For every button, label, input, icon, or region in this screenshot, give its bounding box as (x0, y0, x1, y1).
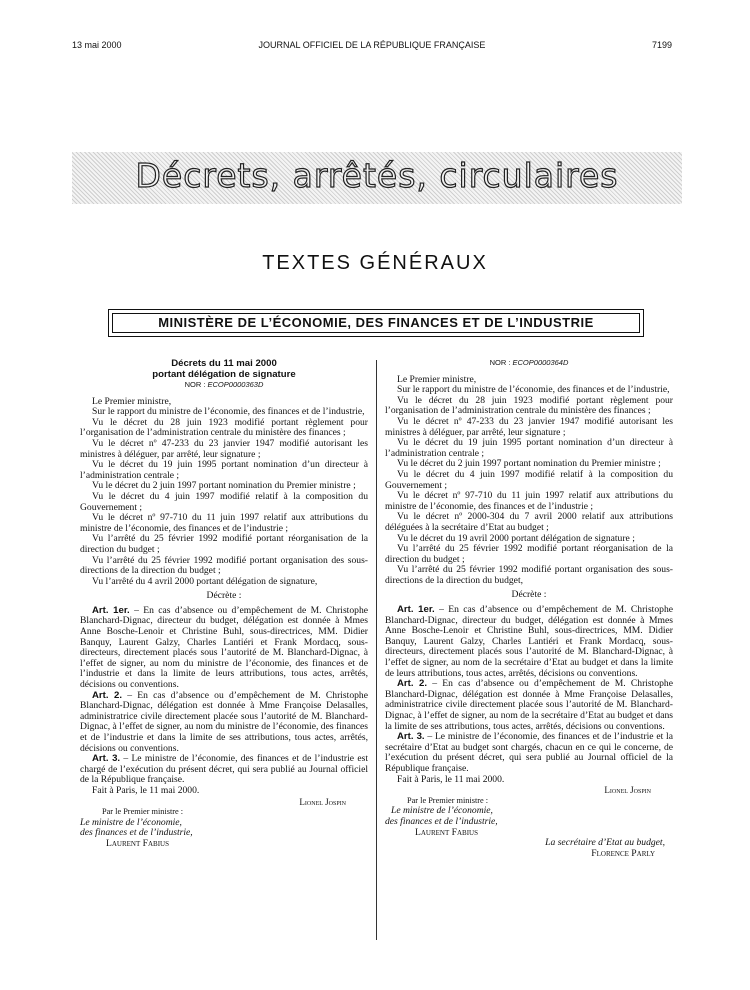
paragraph: Vu le décret nº 47-233 du 23 janvier 1947 modifié autorisant les ministres à déléguer, par arrêté, leur signature ; (80, 437, 368, 460)
article-label: Art. 3. (397, 731, 425, 743)
right-column (385, 358, 673, 859)
paragraph: Vu le décret nº 2000-304 du 7 avril 2000 relatif aux attributions déléguées à la secrétaire d’Etat au budget ; (385, 511, 673, 533)
article-3 (385, 732, 673, 774)
article-2 (80, 691, 368, 755)
paragraph: Le Premier ministre, (92, 395, 172, 407)
by-prime-minister: Par le Premier ministre : (102, 807, 184, 817)
section-banner (72, 152, 682, 204)
paragraph: Vu le décret du 19 avril 2000 portant délégation de signature ; (397, 532, 635, 544)
paragraph: Vu le décret nº 47-233 du 23 janvier 1947 modifié autorisant les ministres à déléguer, par arrêté, leur signature ; (385, 415, 673, 438)
minister-name: Laurent Fabius (415, 826, 478, 838)
article-text: – Le ministre de l’économie, des finances et de l’industrie et la secrétaire d’Etat au budget sont chargés, chacun en ce qui le concerne, de l’exécution du présent décret, qui sera publié au Journal officiel de la République française. (385, 731, 673, 774)
paragraph: Vu le décret du 19 juin 1995 portant nomination d’un directeur à l’administration centrale ; (80, 459, 368, 481)
article-label: Art. 1er. (397, 604, 435, 616)
by-prime-minister: Par le Premier ministre : (407, 795, 489, 805)
article-1 (80, 606, 368, 691)
article-label: Art. 1er. (92, 604, 130, 616)
secretary-title: La secrétaire d’Etat au budget, (545, 837, 665, 849)
secretary-name: Florence Parly (591, 847, 655, 859)
decrete-label: Décrète : (206, 590, 242, 602)
article-text: – En cas d’absence ou d’empêchement de M. Christophe Blanchard-Dignac, directeur du budget, délégation est donnée à Mmes Anne Bosche-Lenoir et Christine Buhl, sous-directrices, MM. Didier Banquy, Laurent Galzy, Charles Lantiéri et Frank Mordacq, sous-directeurs, directement placés sous l’autorité de M. Blanchard-Dignac, à l’effet de signer, au nom de la secrétaire d’Etat au budget et dans la limite de leurs attributions, tous actes, arrêtés, décisions ou conventions. (385, 604, 673, 679)
article-text: – En cas d’absence ou d’empêchement de M. Christophe Blanchard-Dignac, délégation est donnée à Mme Françoise Delasalles, administratrice civile directement placée sous l’autorité de M. Blanchard-Dignac, à l’effet de signer, au nom du ministre de l’économie, des finances et de l’industrie et dans la limite de ses attributions, tous actes, arrêtés, décisions ou conventions. (80, 689, 368, 754)
article-1 (385, 605, 673, 679)
paragraph: Vu le décret du 19 juin 1995 portant nomination d’un directeur à l’administration centrale ; (385, 437, 673, 459)
minister-name: Laurent Fabius (106, 837, 169, 849)
paragraph: Vu l’arrêté du 25 février 1992 modifié portant organisation des sous-directions de la direction du budget, (385, 564, 673, 586)
ministry-box: MINISTÈRE DE L’ÉCONOMIE, DES FINANCES ET DE L’INDUSTRIE (108, 309, 644, 337)
running-header (72, 40, 672, 54)
header-date: 13 mai 2000 (72, 40, 122, 50)
paragraph: Vu l’arrêté du 25 février 1992 modifié portant réorganisation de la direction du budget ; (80, 533, 368, 555)
section-heading: TEXTES GÉNÉRAUX (262, 252, 488, 274)
nor-reference (80, 380, 368, 391)
done-at: Fait à Paris, le 11 mai 2000. (92, 784, 200, 796)
paragraph: Vu le décret du 28 juin 1923 modifié portant règlement pour l’organisation de l’administration centrale du ministère des finances ; (385, 394, 673, 417)
paragraph: Vu le décret du 4 juin 1997 modifié relatif à la composition du Gouvernement ; (385, 468, 673, 491)
decree-title: Décrets du 11 mai 2000 (171, 358, 277, 369)
header-journal-title: JOURNAL OFFICIEL DE LA RÉPUBLIQUE FRANÇAISE (258, 40, 486, 50)
paragraph: Vu le décret du 28 juin 1923 modifié portant règlement pour l’organisation de l’administration centrale du ministère des finances ; (80, 416, 368, 439)
paragraph: Vu le décret nº 97-710 du 11 juin 1997 relatif aux attributions du ministre de l’économie, des finances et de l’industrie ; (385, 490, 673, 512)
article-label: Art. 3. (92, 753, 121, 765)
nor-label: NOR : (489, 358, 513, 367)
left-column (80, 358, 368, 850)
article-label: Art. 2. (92, 689, 123, 701)
decree-subtitle: portant délégation de signature (152, 369, 296, 380)
header-page-number: 7199 (651, 40, 672, 50)
article-2 (385, 679, 673, 732)
article-text: – En cas d’absence ou d’empêchement de M. Christophe Blanchard-Dignac, directeur du budget, délégation est donnée à Mmes Anne Bosche-Lenoir et Christine Buhl, sous-directrices, MM. Didier Banquy, Laurent Galzy, Charles Lantiéri et Frank Mordacq, sous-directeurs, directement placés sous l’autorité de M. Blanchard-Dignac, à l’effet de signer, au nom du ministre de l’économie, des finances et de l’industrie et dans la limite de leurs attributions, tous actes, arrêtés, décisions ou conventions. (80, 604, 368, 691)
signatory-name: Lionel Jospin (604, 785, 651, 796)
done-at: Fait à Paris, le 11 mai 2000. (397, 773, 505, 785)
minister-title-line2: des finances et de l’industrie, (80, 827, 193, 839)
paragraph: Vu le décret du 2 juin 1997 portant nomination du Premier ministre ; (397, 458, 661, 470)
article-text: – Le ministre de l’économie, des finances et de l’industrie est chargé de l’exécution du présent décret, qui sera publié au Journal officiel de la République française. (80, 753, 368, 786)
paragraph: Vu l’arrêté du 25 février 1992 modifié portant réorganisation de la direction du budget ; (385, 543, 673, 565)
nor-code: ECOP0000363D (207, 380, 264, 389)
paragraph: Vu le décret du 2 juin 1997 portant nomination du Premier ministre ; (92, 480, 356, 492)
paragraph: Sur le rapport du ministre de l’économie, des finances et de l’industrie, (397, 384, 670, 396)
paragraph: Vu l’arrêté du 4 avril 2000 portant délégation de signature, (92, 575, 318, 587)
article-text: – En cas d’absence ou d’empêchement de M. Christophe Blanchard-Dignac, délégation est donnée à Mme Françoise Delasalles, administratrice civile directement placée sous l’autorité de M. Blanchard-Dignac, à l’effet de signer, au nom de la secrétaire d’Etat au budget et dans la limite de ses attributions, tous actes, arrêtés, décisions ou conventions. (385, 678, 673, 732)
nor-code: ECOP0000364D (512, 358, 569, 367)
minister-title-line1: Le ministre de l’économie, (80, 816, 182, 828)
paragraph: Vu le décret nº 97-710 du 11 juin 1997 relatif aux attributions du ministre de l’économie, des finances et de l’industrie ; (80, 512, 368, 534)
nor-reference (385, 358, 673, 369)
paragraph: Sur le rapport du ministre de l’économie, des finances et de l’industrie, (92, 406, 365, 418)
paragraph: Vu l’arrêté du 25 février 1992 modifié portant organisation des sous-directions de la direction du budget ; (80, 554, 368, 577)
banner-title: Décrets, arrêtés, circulaires (135, 156, 619, 195)
article-3 (80, 754, 368, 786)
paragraph: Vu le décret du 4 juin 1997 modifié relatif à la composition du Gouvernement ; (80, 490, 368, 513)
column-divider (376, 360, 377, 940)
minister-title-line2: des finances et de l’industrie, (385, 815, 498, 827)
nor-label: NOR : (184, 380, 208, 389)
paragraph: Le Premier ministre, (397, 373, 477, 385)
minister-title-line1: Le ministre de l’économie, (391, 805, 493, 817)
decrete-label: Décrète : (511, 589, 547, 601)
article-label: Art. 2. (397, 678, 428, 690)
signatory-name: Lionel Jospin (299, 796, 346, 807)
